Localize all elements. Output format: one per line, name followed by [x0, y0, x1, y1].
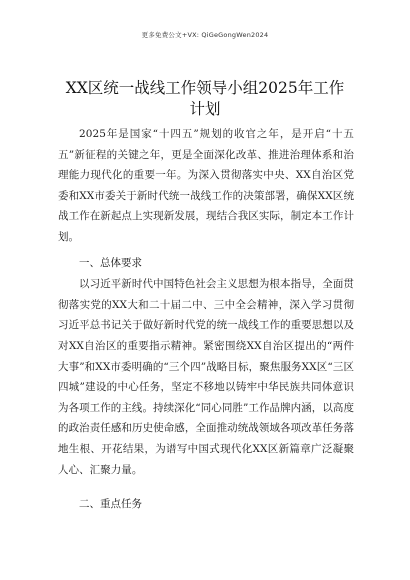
intro-paragraph: 2025年是国家“十四五”规划的收官之年，是开启“十五五”新征程的关键之年，更是全面深化改革、推进治理体系和治理能力现代化的重要一年。为深入贯彻落实中央、XX自治区党委和XX市委关于新时代统一战线工作的决策部署，确保XX区统战工作在新起点上实现新发展，现结合我区实际，制定本工作计划。 [58, 128, 354, 243]
section-heading-key-tasks: 二、重点任务 [79, 498, 142, 511]
document-body [58, 124, 354, 516]
document-title: XX区统一战线工作领导小组2025年工作计划 [65, 79, 345, 118]
general-requirements-paragraph: 以习近平新时代中国特色社会主义思想为根本指导，全面贯彻落实党的XX大和二十届二中、三中全会精神，深入学习贯彻习近平总书记关于做好新时代党的统一战线工作的重要思想以及对XX自治区的重要指示精神。紧密围绕XX自治区提出的“两件大事”和XX市委明确的“三个四”战略目标，聚焦服务XX区“三区四城”建设的中心任务，坚定不移地以铸牢中华民族共同体意识为各项工作的主线。持续深化“同心同胜”工作品牌内涵，以高度的政治责任感和历史使命感，全面推动统战领域各项改革任务落地生根、开花结果，为谱写中国式现代化XX区新篇章广泛凝聚人心、汇聚力量。 [58, 278, 354, 476]
section-heading-general-requirements: 一、总体要求 [79, 256, 142, 269]
header-note: 更多免费公文+VX: QiGeGongWen2024 [141, 31, 269, 39]
